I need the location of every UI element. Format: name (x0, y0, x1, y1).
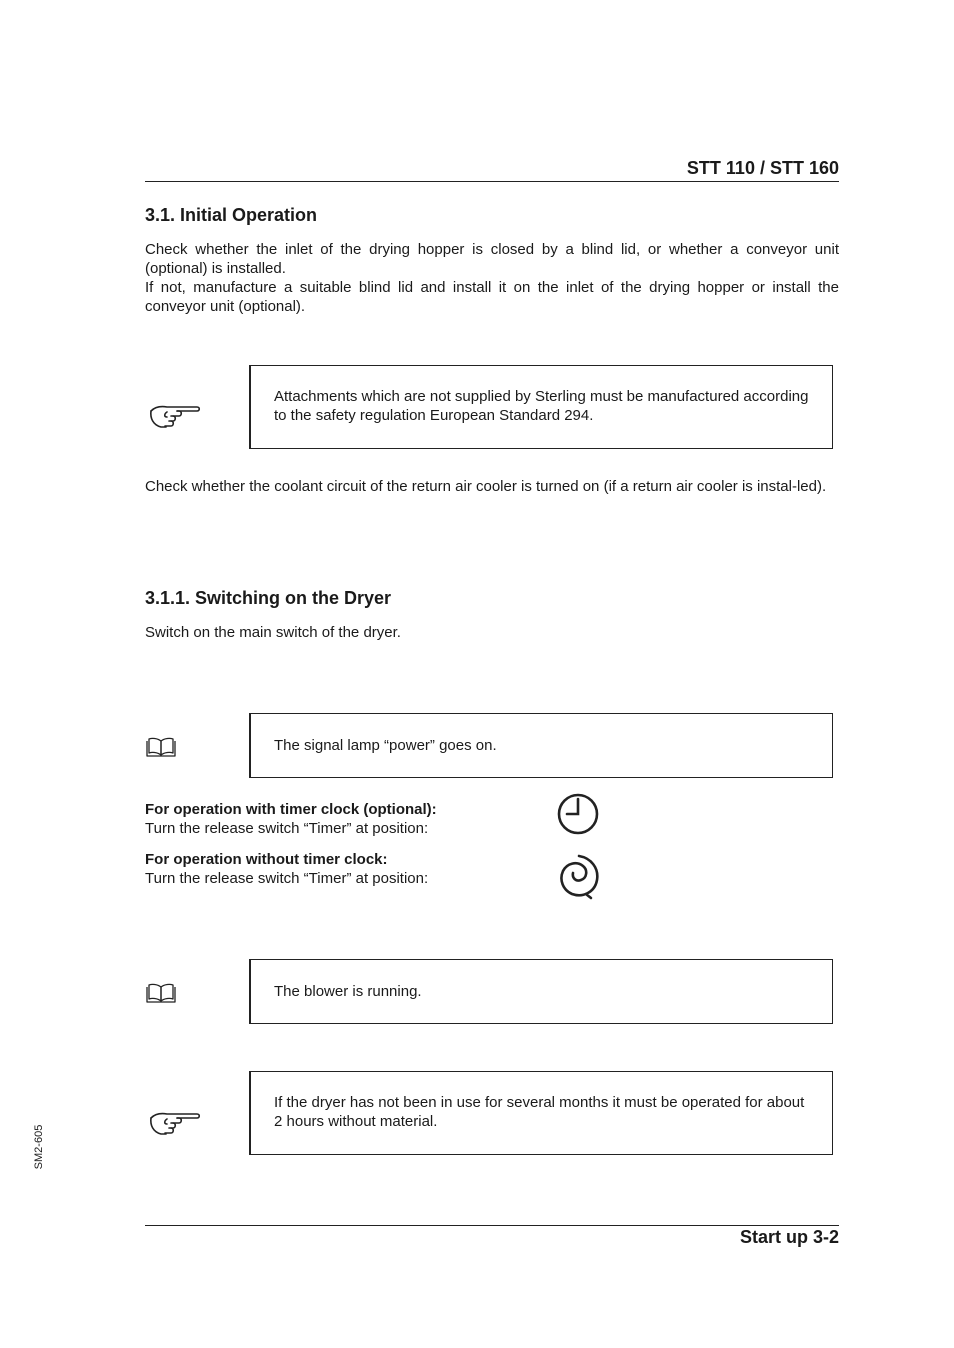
paragraph-inlet-check (145, 240, 839, 316)
note-text: If the dryer has not been in use for several months it must be operated for about 2 hours without material. (274, 1094, 805, 1130)
option-without-timer (145, 850, 428, 888)
paragraph-line: If not, manufacture a suitable blind lid and install it on the inlet of the drying hopper or install the conveyor unit (optional). (145, 279, 839, 315)
pointing-hand-icon (149, 403, 203, 431)
paragraph-line: Switch on the main switch of the dryer. (145, 624, 401, 641)
paragraph-main-switch (145, 623, 839, 642)
option-text: Turn the release switch “Timer” at position: (145, 820, 429, 837)
paragraph-line: Check whether the coolant circuit of the return air cooler is turned on (if a return air cooler is instal-led). (145, 478, 827, 495)
continuous-operation-icon (555, 852, 603, 900)
paragraph-line: Check whether the inlet of the drying hopper is closed by a blind lid, or whether a conveyor unit (optional) is installed. (145, 241, 839, 277)
open-book-icon (146, 737, 176, 757)
document-title: STT 110 / STT 160 (686, 158, 839, 178)
note-box-attachments (249, 365, 833, 449)
paragraph-coolant-check (145, 477, 839, 496)
info-box-signal-lamp (249, 713, 833, 778)
timer-clock-icon (555, 791, 601, 837)
info-text: The signal lamp “power” goes on. (274, 737, 497, 754)
side-document-code: SM2-605 (33, 1124, 45, 1170)
page-label: Start up 3-2 (739, 1227, 839, 1247)
section-heading-initial-operation: 3.1. Initial Operation (145, 205, 318, 225)
option-with-timer (145, 800, 437, 838)
note-text: Attachments which are not supplied by Sterling must be manufactured according to the safety regulation European Standard 294. (274, 388, 809, 424)
info-box-blower (249, 959, 833, 1024)
option-title: For operation with timer clock (optional): (145, 801, 437, 818)
info-text: The blower is running. (274, 983, 422, 1000)
note-box-unused-dryer (249, 1071, 833, 1155)
header-rule (145, 181, 839, 182)
option-text: Turn the release switch “Timer” at position: (145, 870, 429, 887)
footer-rule (145, 1225, 839, 1226)
open-book-icon (146, 983, 176, 1003)
pointing-hand-icon (149, 1110, 203, 1138)
option-title: For operation without timer clock: (145, 851, 388, 868)
section-heading-switching-on: 3.1.1. Switching on the Dryer (145, 588, 392, 608)
